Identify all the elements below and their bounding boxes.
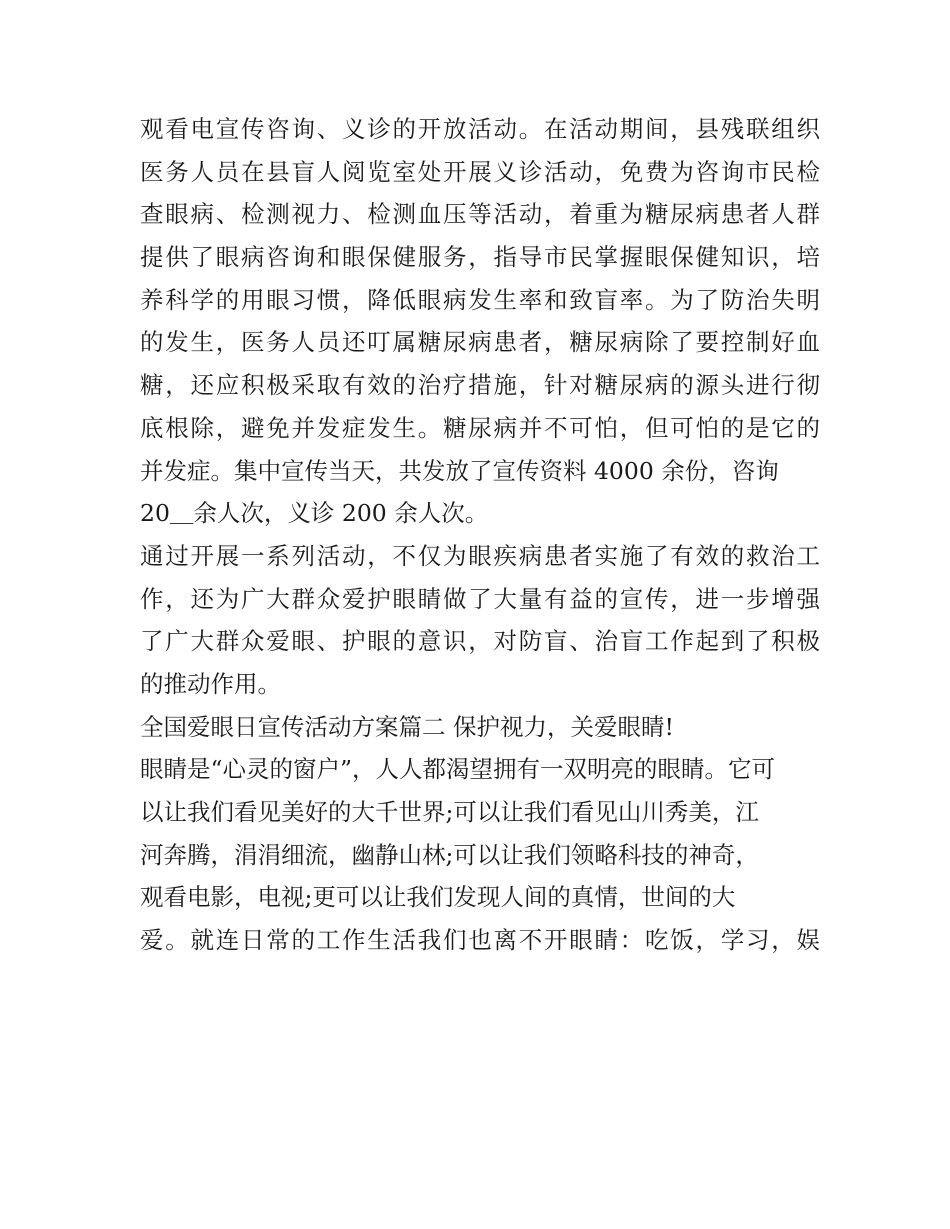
text-line: 查眼病、检测视力、检测血压等活动，着重为糖尿病患者人群	[140, 200, 820, 229]
text-line: 通过开展一系列活动，不仅为眼疾病患者实施了有效的救治工	[140, 541, 820, 570]
text-line: 观看电宣传咨询、义诊的开放活动。在活动期间，县残联组织	[140, 115, 820, 143]
text-line: 20＿余人次，义诊 200 余人次。	[140, 499, 489, 528]
body-text	[140, 108, 820, 962]
text-line: 眼睛是“心灵的窗户”，人人都渴望拥有一双明亮的眼睛。它可	[140, 755, 776, 784]
text-line: 提供了眼病咨询和眼保健服务，指导市民掌握眼保健知识，培	[140, 243, 820, 272]
text-line: 爱。就连日常的工作生活我们也离不开眼睛：吃饭，学习，娱	[140, 926, 820, 955]
text-line: 观看电影，电视;更可以让我们发现人间的真情，世间的大	[140, 883, 736, 912]
text-line: 河奔腾，涓涓细流，幽静山林;可以让我们领略科技的神奇，	[140, 840, 759, 869]
text-line: 医务人员在县盲人阅览室处开展义诊活动，免费为咨询市民检	[140, 157, 820, 186]
section-heading: 全国爱眼日宣传活动方案篇二 保护视力，关爱眼睛!	[140, 712, 674, 741]
text-line: 以让我们看见美好的大千世界;可以让我们看见山川秀美，江	[140, 798, 759, 826]
text-line: 了广大群众爱眼、护眼的意识，对防盲、治盲工作起到了积极	[140, 627, 820, 656]
text-line: 并发症。集中宣传当天，共发放了宣传资料 4000 余份，咨询	[140, 456, 779, 485]
text-line: 的推动作用。	[140, 669, 281, 698]
text-line: 作，还为广大群众爱护眼睛做了大量有益的宣传，进一步增强	[140, 584, 820, 613]
text-line: 糖，还应积极采取有效的治疗措施，针对糖尿病的源头进行彻	[140, 371, 820, 400]
text-line: 底根除，避免并发症发生。糖尿病并不可怕，但可怕的是它的	[140, 413, 820, 442]
text-line: 养科学的用眼习惯，降低眼病发生率和致盲率。为了防治失明	[140, 285, 820, 314]
text-line: 的发生，医务人员还叮属糖尿病患者，糖尿病除了要控制好血	[140, 328, 820, 357]
